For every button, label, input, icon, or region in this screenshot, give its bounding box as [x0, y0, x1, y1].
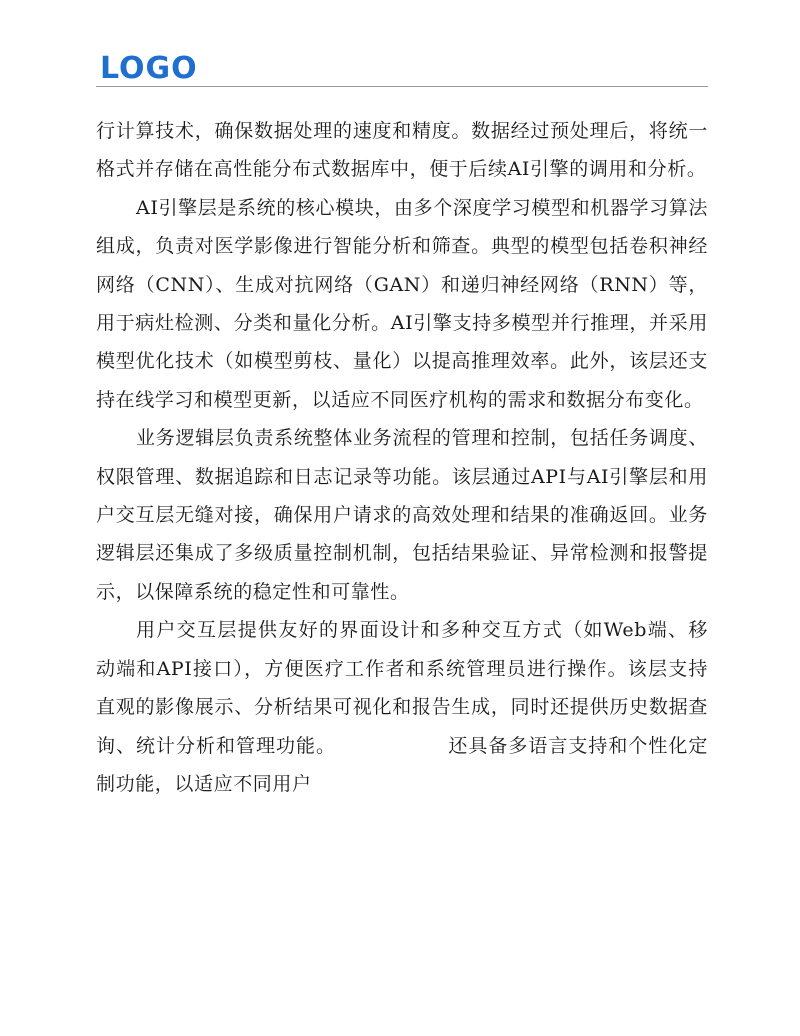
page-header	[96, 50, 708, 88]
paragraph-ai-engine-layer: AI引擎层是系统的核心模块，由多个深度学习模型和机器学习算法组成，负责对医学影像进行智能分析和筛查。典型的模型包括卷积神经网络（CNN）、生成对抗网络（GAN）和递归神经网络（RNN）等，用于病灶检测、分类和量化分析。AI引擎支持多模型并行推理，并采用模型优化技术（如模型剪枝、量化）以提高推理效率。此外，该层还支持在线学习和模型更新，以适应不同医疗机构的需求和数据分布变化。	[96, 196, 708, 411]
paragraph-user-interaction-text: 用户交互层提供友好的界面设计和多种交互方式（如Web端、移动端和API接口），方便医疗工作者和系统管理员进行操作。该层支持直观的影像展示、分析结果可视化和报告生成，同时还提供历史数据查询、统计分析和管理功能。	[96, 619, 708, 757]
paragraph-business-logic-layer: 业务逻辑层负责系统整体业务流程的管理和控制，包括任务调度、权限管理、数据追踪和日志记录等功能。该层通过API与AI引擎层和用户交互层无缝对接，确保用户请求的高效处理和结果的准确返回。业务逻辑层还集成了多级质量控制机制，包括结果验证、异常检测和报警提示，以保障系统的稳定性和可靠性。	[96, 427, 708, 603]
paragraph-tail-text: 还具备多语言支持和个性化定制功能，以适应不同用户	[96, 734, 708, 795]
paragraph-user-interaction-layer	[96, 611, 708, 803]
header-divider	[96, 86, 708, 87]
paragraph-continuation: 行计算技术，确保数据处理的速度和精度。数据经过预处理后，将统一格式并存储在高性能分布式数据库中，便于后续AI引擎的调用和分析。	[96, 120, 708, 181]
body-text	[96, 112, 708, 803]
logo: LOGO	[100, 51, 198, 86]
